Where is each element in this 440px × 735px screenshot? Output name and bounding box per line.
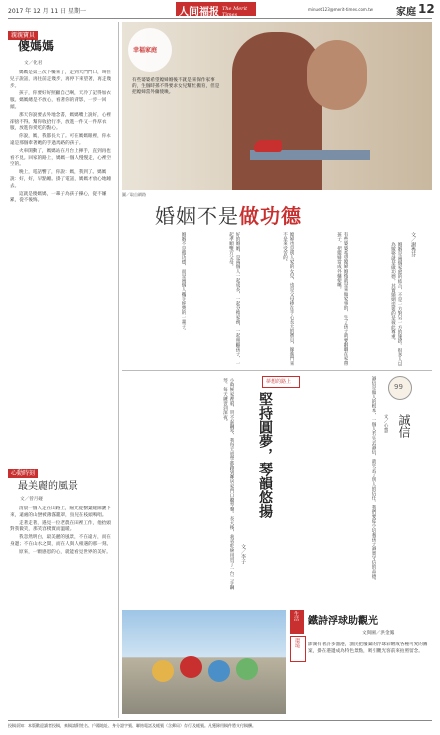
- bottom-tag: [290, 610, 304, 634]
- middle-body: 小時候家裡窮，買不起鋼琴，我每天放學都跑到鄰居家門口聽琴聲。長大後，我省吃儉用買了一台二手鋼琴，每天練習到深夜。: [222, 378, 234, 590]
- column-divider: [118, 22, 119, 718]
- left-article-title: 傻媽媽: [18, 39, 55, 53]
- feature-bottom-rule: [122, 370, 432, 371]
- left-lower-author: 文／曾月碰: [20, 497, 43, 502]
- left-article-body: [10, 70, 114, 442]
- photo-credit: 圖／取自網路: [122, 192, 146, 197]
- bottom-author: 文與圖／洪金鳳: [362, 631, 395, 636]
- feature-column: 婚姻不是做功德，而是兩個人攜手經營的一輩子。: [181, 232, 186, 334]
- photo-caption: 有些婆婆希望媳婦婚後不就是來保作家事的，生個時孫不得要求女兒幫忙搬育，但是把媳婦當外傭使喚。: [132, 78, 220, 96]
- feature-body: [122, 232, 422, 367]
- photo-child: [307, 40, 367, 110]
- right-section-badge: [388, 376, 412, 400]
- float-ball: [236, 658, 258, 680]
- brand-name-en: The Merit Times: [222, 6, 248, 18]
- middle-section-text: 夢想的路上: [266, 379, 292, 385]
- brand-name-cn: 人间福报: [179, 7, 219, 18]
- brand-logo: [176, 2, 256, 16]
- paragraph: 這就是傻媽媽，一輩子為孩子操心，從不嫌累，從不後悔。: [10, 191, 107, 204]
- float-ball: [180, 656, 202, 678]
- headline-prefix: 婚姻不是: [155, 204, 239, 228]
- paragraph: 清晨一個人走在山路上，陽光從樹葉縫隙灑下來，遠處的山巒被薄霧籠罩，鳥兒在枝頭鳴唱。: [10, 506, 111, 518]
- middle-section-label: [262, 376, 300, 388]
- left-lower-title: 最美麗的風景: [18, 481, 78, 492]
- page-header: [8, 2, 435, 18]
- right-headline: 誠信: [397, 414, 411, 438]
- middle-headline: 堅持圓夢，琴韻悠揚: [257, 392, 273, 518]
- right-body: 誠信是做人的根本，一個人若失去誠信，就失去了別人的信任。我們要從小培養孩子誠實守信的品德。: [371, 376, 376, 583]
- feature-headline: [155, 200, 302, 229]
- footer-rule: [8, 720, 432, 721]
- float-ball: [208, 660, 230, 682]
- bottom-tag-text: 生活: [293, 611, 299, 621]
- paragraph: 我忽然明白，最美麗的風景，不在遠方，而在身邊；不在山水之間，而在人與人相遇的那一刻。: [10, 535, 112, 547]
- feature-section-badge: [128, 28, 172, 72]
- paragraph: 孩子，你要好好照顧自己啊，天冷了記得加衣服。媽媽總是不放心，看著你的背影，一步一回頭。: [10, 91, 111, 110]
- paragraph: 媽媽是第三次下樓來了，走到大門門口，叫住兒子說話，再往前走幾步，再停下來望著，再走幾步。: [10, 70, 112, 89]
- photo-iron: [254, 140, 282, 152]
- header-email: minuet123@merit-times.com.tw: [308, 7, 373, 12]
- bottom-right-article: [122, 610, 432, 718]
- paragraph: 原來，一顆感恩的心，就能看見世界的美好。: [19, 549, 111, 555]
- middle-article: [122, 374, 312, 606]
- paragraph: 晚上，電話響了，你說：媽，我到了。媽媽說：好，好，早點睡。掛了電話，媽媽才放心地睡去。: [10, 170, 112, 189]
- float-ball: [152, 660, 174, 682]
- paragraph: 你說，媽，我都長大了。可在媽媽眼裡，你永遠是那個牽著她的手過馬路的孩子。: [10, 134, 111, 146]
- left-lower-body: [10, 506, 114, 716]
- section-name: 家庭: [396, 7, 416, 18]
- paragraph: 火車開動了，媽媽站在月台上揮手，直到再也看不見。回家的路上，媽媽一個人慢慢走，心裡空空的。: [10, 148, 112, 168]
- bottom-tag2: [290, 636, 306, 662]
- right-badge-text: 99: [394, 383, 403, 391]
- section-tag: 心動時刻: [8, 469, 38, 478]
- right-article: [316, 374, 432, 606]
- section-tag: 親親寶貝: [8, 31, 38, 40]
- bottom-tag2-text: 環境: [294, 638, 300, 648]
- middle-author: 文／李子: [240, 544, 246, 564]
- photo-mother: [232, 32, 322, 190]
- bottom-photo: [122, 610, 286, 714]
- bottom-body: 澎湖有著許多漁港，漁民把廢棄的浮球彩繪成各種可愛的圖案，掛在港邊成為特色景點，吸引觀光客前來拍照留念。: [308, 642, 428, 654]
- badge-label: 幸福家庭: [133, 47, 158, 54]
- paragraph: 那天你說要去外地念書，媽媽嘴上說好，心裡卻捨不得。幫你收拾行李，放進一件又一件厚衣服，放進你愛吃的點心。: [10, 112, 111, 132]
- feature-column: 好的婚姻，是兩個人一起成長，一起分擔家務，一起照顧孩子，一起孝順雙方父母。: [228, 232, 240, 366]
- page-number: 12: [418, 2, 435, 16]
- feature-column: 媳婦也是別人家的女兒，也是父母捧在手心長大的寶貝，嫁進門來不是來受苦的。: [282, 232, 294, 366]
- left-article-author: 文／化君: [24, 61, 43, 66]
- feature-column: 婚姻是兩個家庭的結合，不是一方對另一方的施捨。很多人以為嫁娶就是做功德，其實婚姻需要的是彼此尊重。: [390, 242, 402, 367]
- header-rule: [8, 18, 432, 19]
- bottom-headline: 鐵詩浮球助觀光: [308, 616, 378, 627]
- feature-column: 有些婆婆希望媳婦婚後就是來做家事的，生了孩子就要辭職在家帶孩子，把媳婦當成外傭使喚。: [336, 232, 348, 366]
- right-author: 文／心慧: [383, 414, 388, 433]
- footer-note: 投稿須知：本版歡迎讀者投稿，來稿請附姓名、戶籍地址、身分證字號、聯絡電話及帳號（含郵局）存行及帳號。凡獲錄用稿件將支付稿酬。: [8, 723, 256, 728]
- header-date: 2017 年 12 月 11 日 星期一: [8, 8, 86, 15]
- paragraph: 走著走著，遇見一位老農在田裡工作，他抬頭對我微笑，那笑容樸實而溫暖。: [10, 520, 111, 533]
- feature-author: 文／謝秀芬: [410, 232, 416, 257]
- headline-emphasis: 做功德: [239, 204, 302, 228]
